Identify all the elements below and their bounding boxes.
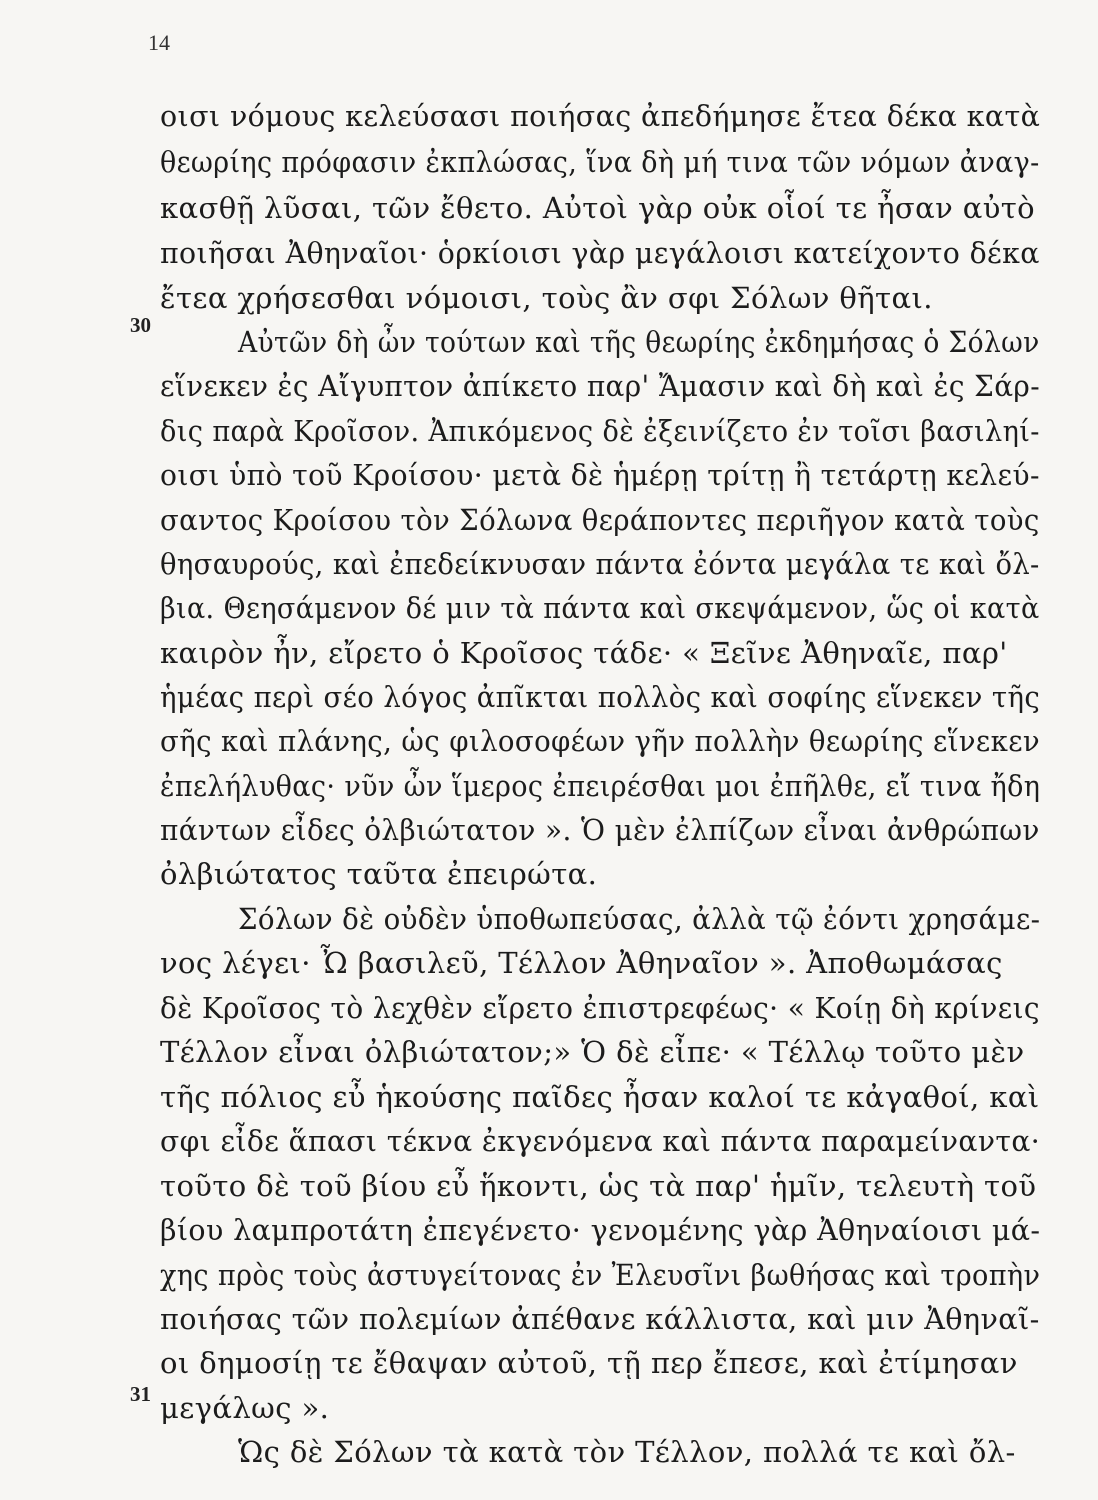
text-line: δις παρὰ Κροῖσον. Ἀπικόμενος δὲ ἐξεινίζετο ἐν τοῖσι βασιληί-	[160, 414, 1040, 448]
text-line: εἵνεκεν ἐς Αἴγυπτον ἀπίκετο παρ' Ἄμασιν καὶ δὴ καὶ ἐς Σάρ-	[160, 369, 1041, 403]
text-line: ποιῆσαι Ἀθηναῖοι· ὁρκίοισι γὰρ μεγάλοισι κατείχοντο δέκα	[160, 236, 1040, 270]
text-line: Αὐτῶν δὴ ὦν τούτων καὶ τῆς θεωρίης ἐκδημήσας ὁ Σόλων	[238, 325, 1040, 359]
text-line: Ὡς δὲ Σόλων τὰ κατὰ τὸν Τέλλον, πολλά τε καὶ ὄλ-	[238, 1435, 1016, 1469]
section-number-31: 31	[130, 1382, 151, 1406]
text-line: ἐπελήλυθας· νῦν ὦν ἵμερος ἐπειρέσθαι μοι ἐπῆλθε, εἴ τινα ἤδη	[160, 769, 1041, 803]
text-line: πάντων εἶδες ὀλβιώτατον ». Ὁ μὲν ἐλπίζων εἶναι ἀνθρώπων	[160, 813, 1040, 847]
text-line: βίου λαμπροτάτη ἐπεγένετο· γενομένης γὰρ Ἀθηναίοισι μά-	[160, 1213, 1041, 1247]
text-line: σφι εἶδε ἅπασι τέκνα ἐκγενόμενα καὶ πάντα παραμείναντα·	[160, 1124, 1041, 1158]
text-line: θεωρίης πρόφασιν ἐκπλώσας, ἵνα δὴ μή τινα τῶν νόμων ἀναγ-	[160, 145, 1040, 179]
text-line: καιρὸν ἦν, εἴρετο ὁ Κροῖσος τάδε· « Ξεῖνε Ἀθηναῖε, παρ'	[160, 636, 1008, 670]
text-line: οισι νόμους κελεύσασι ποιήσας ἀπεδήμησε ἔτεα δέκα κατὰ	[160, 99, 1041, 133]
text-line: ἔτεα χρήσεσθαι νόμοισι, τοὺς ἂν σφι Σόλων θῆται.	[160, 281, 933, 315]
text-line: σαντος Κροίσου τὸν Σόλωνα θεράποντες περιῆγον κατὰ τοὺς	[160, 503, 1040, 537]
text-line: τοῦτο δὲ τοῦ βίου εὖ ἥκοντι, ὡς τὰ παρ' ἡμῖν, τελευτὴ τοῦ	[160, 1169, 1037, 1203]
text-line: Σόλων δὲ οὐδὲν ὑποθωπεύσας, ἀλλὰ τῷ ἐόντι χρησάμε-	[238, 902, 1041, 936]
text-line: σῆς καὶ πλάνης, ὡς φιλοσοφέων γῆν πολλὴν θεωρίης εἵνεκεν	[160, 724, 1040, 758]
text-line: ἡμέας περὶ σέο λόγος ἀπῖκται πολλὸς καὶ σοφίης εἵνεκεν τῆς	[160, 680, 1041, 714]
text-line: βια. Θεησάμενον δέ μιν τὰ πάντα καὶ σκεψάμενον, ὥς οἱ κατὰ	[160, 591, 1040, 625]
text-line: δὲ Κροῖσος τὸ λεχθὲν εἴρετο ἐπιστρεφέως· « Κοίῃ δὴ κρίνεις	[160, 991, 1040, 1025]
text-line: ποιήσας τῶν πολεμίων ἀπέθανε κάλλιστα, καὶ μιν Ἀθηναῖ-	[160, 1302, 1040, 1336]
text-line: νος λέγει· Ὦ βασιλεῦ, Τέλλον Ἀθηναῖον ». Ἀποθωμάσας	[160, 946, 1003, 980]
text-line: τῆς πόλιος εὖ ἡκούσης παῖδες ἦσαν καλοί τε κἀγαθοί, καὶ	[160, 1080, 1040, 1114]
text-line: μεγάλως ».	[160, 1391, 330, 1425]
page-number: 14	[148, 30, 170, 55]
text-line: ὀλβιώτατος ταῦτα ἐπειρώτα.	[160, 857, 598, 891]
text-line: Τέλλον εἶναι ὀλβιώτατον;» Ὁ δὲ εἶπε· « Τέλλῳ τοῦτο μὲν	[160, 1035, 1025, 1069]
text-line: θησαυρούς, καὶ ἐπεδείκνυσαν πάντα ἐόντα μεγάλα τε καὶ ὄλ-	[160, 547, 1040, 581]
text-line: χης πρὸς τοὺς ἀστυγείτονας ἐν Ἐλευσῖνι βωθήσας καὶ τροπὴν	[160, 1258, 1041, 1292]
text-line: οι δημοσίῃ τε ἔθαψαν αὐτοῦ, τῇ περ ἔπεσε, καὶ ἐτίμησαν	[160, 1346, 1018, 1380]
text-line: κασθῇ λῦσαι, τῶν ἔθετο. Αὐτοὶ γὰρ οὐκ οἷοί τε ἦσαν αὐτὸ	[160, 191, 1036, 225]
text-line: οισι ὑπὸ τοῦ Κροίσου· μετὰ δὲ ἡμέρῃ τρίτῃ ἢ τετάρτῃ κελεύ-	[160, 458, 1040, 492]
section-number-30: 30	[130, 313, 151, 337]
